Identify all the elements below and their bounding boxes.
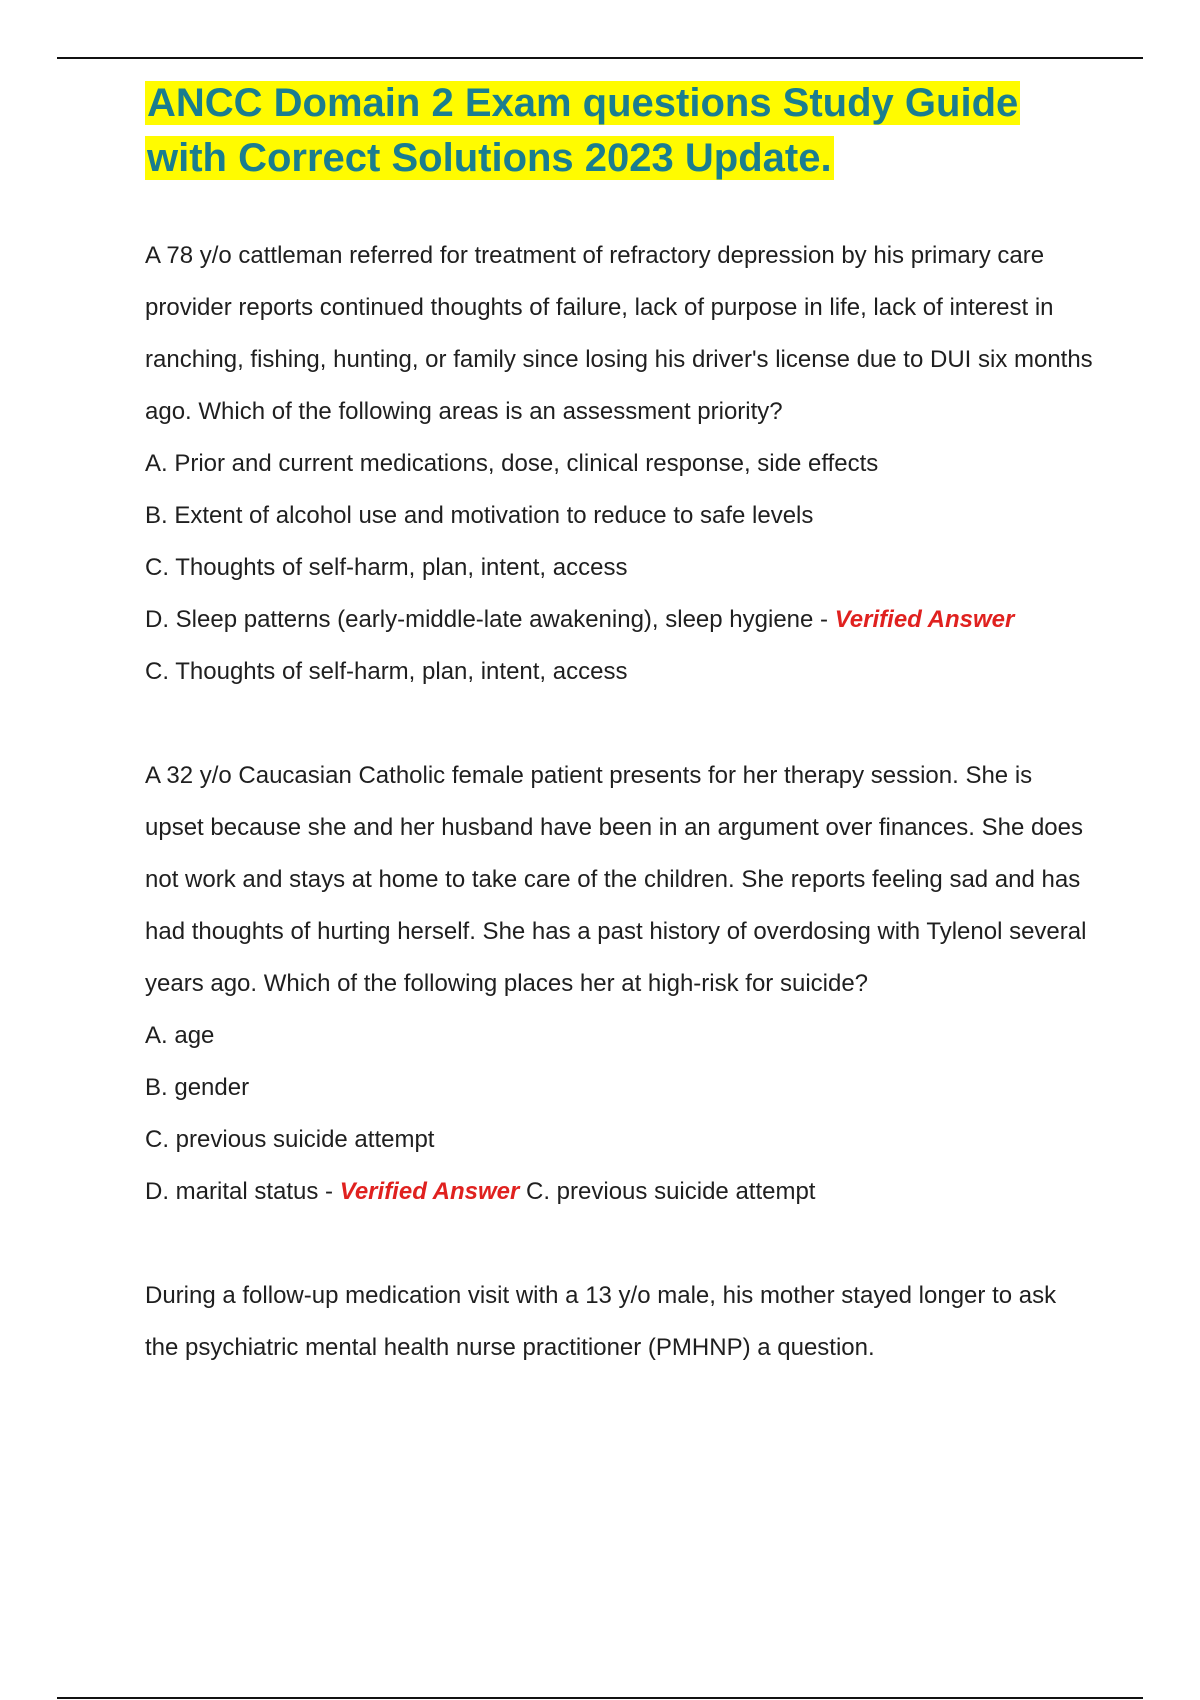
question-3-stem: During a follow-up medication visit with a 13 y/o male, his mother stayed longer to ask the psychiatric mental health nurse practitioner (PMHNP) a question.: [145, 1282, 1057, 1361]
question-2-option-c: C. previous suicide attempt: [145, 1126, 435, 1153]
question-2: [145, 750, 1095, 1218]
question-2-option-d: [145, 1166, 1095, 1218]
question-2-option-d-text: D. marital status -: [145, 1178, 340, 1205]
question-1-answer: C. Thoughts of self-harm, plan, intent, access: [145, 658, 628, 685]
question-2-verified-label: Verified Answer: [339, 1178, 520, 1205]
question-2-option-b: B. gender: [145, 1074, 250, 1101]
top-rule: [57, 57, 1143, 59]
question-1-option-d-text: D. Sleep patterns (early-middle-late awakening), sleep hygiene -: [145, 606, 835, 633]
question-1-stem: A 78 y/o cattleman referred for treatment of refractory depression by his primary care provider reports continued thoughts of failure, lack of purpose in life, lack of interest in ranching, fishing, hunting, or family since losing his driver's license due to DUI six months ago. Which of the following areas is an assessment priority?: [145, 242, 1093, 425]
question-1: [145, 230, 1095, 698]
question-2-option-a: A. age: [145, 1022, 215, 1049]
question-2-stem: A 32 y/o Caucasian Catholic female patient presents for her therapy session. She is upset because she and her husband have been in an argument over finances. She does not work and stays at home to take care of the children. She reports feeling sad and has had thoughts of hurting herself. She has a past history of overdosing with Tylenol several years ago. Which of the following places her at high-risk for suicide?: [145, 762, 1087, 997]
question-1-option-a: A. Prior and current medications, dose, clinical response, side effects: [145, 450, 879, 477]
document-title: [145, 76, 1095, 186]
question-1-option-d: [145, 594, 1095, 646]
question-3: [145, 1270, 1095, 1374]
question-1-option-c: C. Thoughts of self-harm, plan, intent, access: [145, 554, 628, 581]
title-highlight: ANCC Domain 2 Exam questions Study Guide with Correct Solutions 2023 Update.: [147, 81, 1019, 180]
bottom-rule: [57, 1697, 1143, 1699]
question-1-verified-label: Verified Answer: [834, 606, 1015, 633]
question-1-option-b: B. Extent of alcohol use and motivation to reduce to safe levels: [145, 502, 814, 529]
document-page: [145, 76, 1095, 1374]
question-2-answer: C. previous suicide attempt: [519, 1178, 816, 1205]
